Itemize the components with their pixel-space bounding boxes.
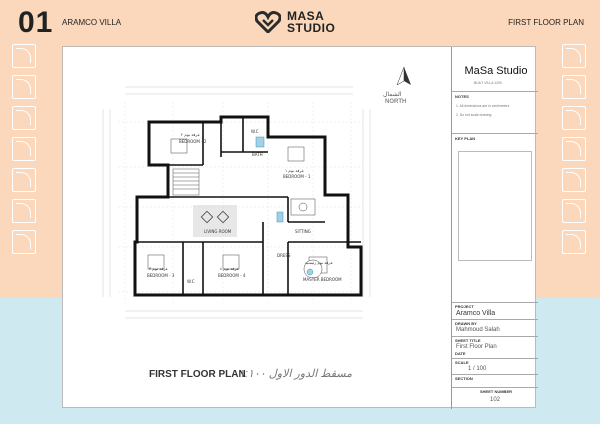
title-block-brand-subtext: BUILT VILLA 1200: [474, 81, 502, 85]
title-block: [451, 47, 537, 409]
decorative-boxes-right: [562, 44, 586, 261]
divider: [452, 91, 538, 92]
plan-title: FIRST FLOOR PLAN: [149, 369, 246, 380]
room-label-bedroom-2: BEDROOM - 2: [179, 139, 207, 144]
room-label-bedroom-4: BEDROOM - 4: [218, 273, 246, 278]
key-plan-box: [458, 151, 532, 261]
room-label-wc-2: W.C: [187, 279, 195, 284]
decorative-box: [562, 199, 586, 223]
decorative-box: [12, 230, 36, 254]
logo-text-line1: MASA: [287, 9, 325, 23]
room-label-wc-1: W.C: [251, 129, 259, 134]
floor-plan-drawing: [63, 47, 449, 409]
room-label-bedroom-4-ar: غرفة نوم ٤: [220, 266, 239, 271]
room-label-bedroom-1: BEDROOM - 1: [283, 174, 311, 179]
decorative-box: [562, 106, 586, 130]
divider: [452, 336, 538, 337]
sheet-number-value: 102: [490, 397, 501, 403]
decorative-box: [562, 230, 586, 254]
scale-value: 1 / 100: [468, 366, 487, 372]
room-label-bedroom-3-ar: غرفة نوم ٣: [149, 266, 168, 271]
sheet-number-label: SHEET NUMBER: [480, 389, 513, 394]
project-label: PROJECT: [455, 304, 474, 309]
drawn-by-value: Mahmoud Salah: [456, 327, 500, 333]
project-name: ARAMCO VILLA: [62, 18, 122, 27]
divider: [452, 133, 538, 134]
sheet-title-value: First Floor Plan: [456, 344, 497, 350]
room-label-dress: DRESS: [277, 253, 291, 258]
plan-title-ar: مسقط الدور الاول ١:١٠٠: [239, 368, 353, 380]
section-label: SECTION: [455, 376, 473, 381]
divider: [452, 387, 538, 388]
date-label: DATE: [455, 351, 466, 356]
drawn-by-label: DRAWN BY: [455, 321, 477, 326]
room-label-bedroom-1-ar: غرفة نوم ١: [285, 168, 304, 173]
sheet-title-label: SHEET TITLE: [455, 338, 481, 343]
decorative-box: [12, 75, 36, 99]
stair-icon: [173, 169, 199, 195]
divider: [452, 374, 538, 375]
logo-text-line2: STUDIO: [287, 21, 336, 35]
decorative-box: [12, 137, 36, 161]
dimension-lines: [103, 87, 370, 318]
decorative-box: [562, 137, 586, 161]
room-label-bath: BATH: [252, 152, 263, 157]
decorative-boxes-left: [12, 44, 36, 261]
project-value: Aramco Villa: [456, 310, 496, 317]
room-label-bedroom-3: BEDROOM - 3: [147, 273, 175, 278]
page-number: 01: [18, 6, 54, 39]
room-label-sitting: SITTING: [295, 229, 311, 234]
furniture-icons: [148, 139, 327, 278]
decorative-box: [12, 44, 36, 68]
decorative-box: [12, 168, 36, 192]
interior-walls: [137, 117, 361, 295]
decorative-box: [12, 199, 36, 223]
north-label-ar: الشمال: [383, 92, 402, 98]
heart-logo-icon: [255, 11, 281, 33]
title-block-brand: MaSa Studio: [464, 65, 528, 77]
room-label-master-bedroom-ar: غرفة نوم رئيسية: [305, 260, 333, 265]
sheet-name: FIRST FLOOR PLAN: [508, 18, 584, 27]
decorative-box: [562, 75, 586, 99]
divider: [452, 302, 538, 303]
room-label-master-bedroom: MASTER BEDROOM: [303, 277, 342, 282]
studio-logo: [255, 10, 335, 34]
note-2: 2. Do not scale drawing: [456, 113, 492, 117]
note-1: 1. All dimensions are in centimeters: [456, 104, 510, 108]
decorative-box: [562, 44, 586, 68]
notes-label: NOTES: [455, 94, 469, 99]
divider: [452, 319, 538, 320]
room-label-living-room: LIVING ROOM: [204, 229, 232, 234]
north-label: NORTH: [385, 99, 407, 105]
drawing-sheet: [62, 46, 536, 408]
decorative-box: [12, 106, 36, 130]
room-label-bedroom-2-ar: غرفة نوم ٢: [181, 132, 200, 137]
divider: [452, 358, 538, 359]
scale-label: SCALE: [455, 360, 469, 365]
key-plan-label: KEY PLAN: [455, 136, 476, 141]
decorative-box: [562, 168, 586, 192]
